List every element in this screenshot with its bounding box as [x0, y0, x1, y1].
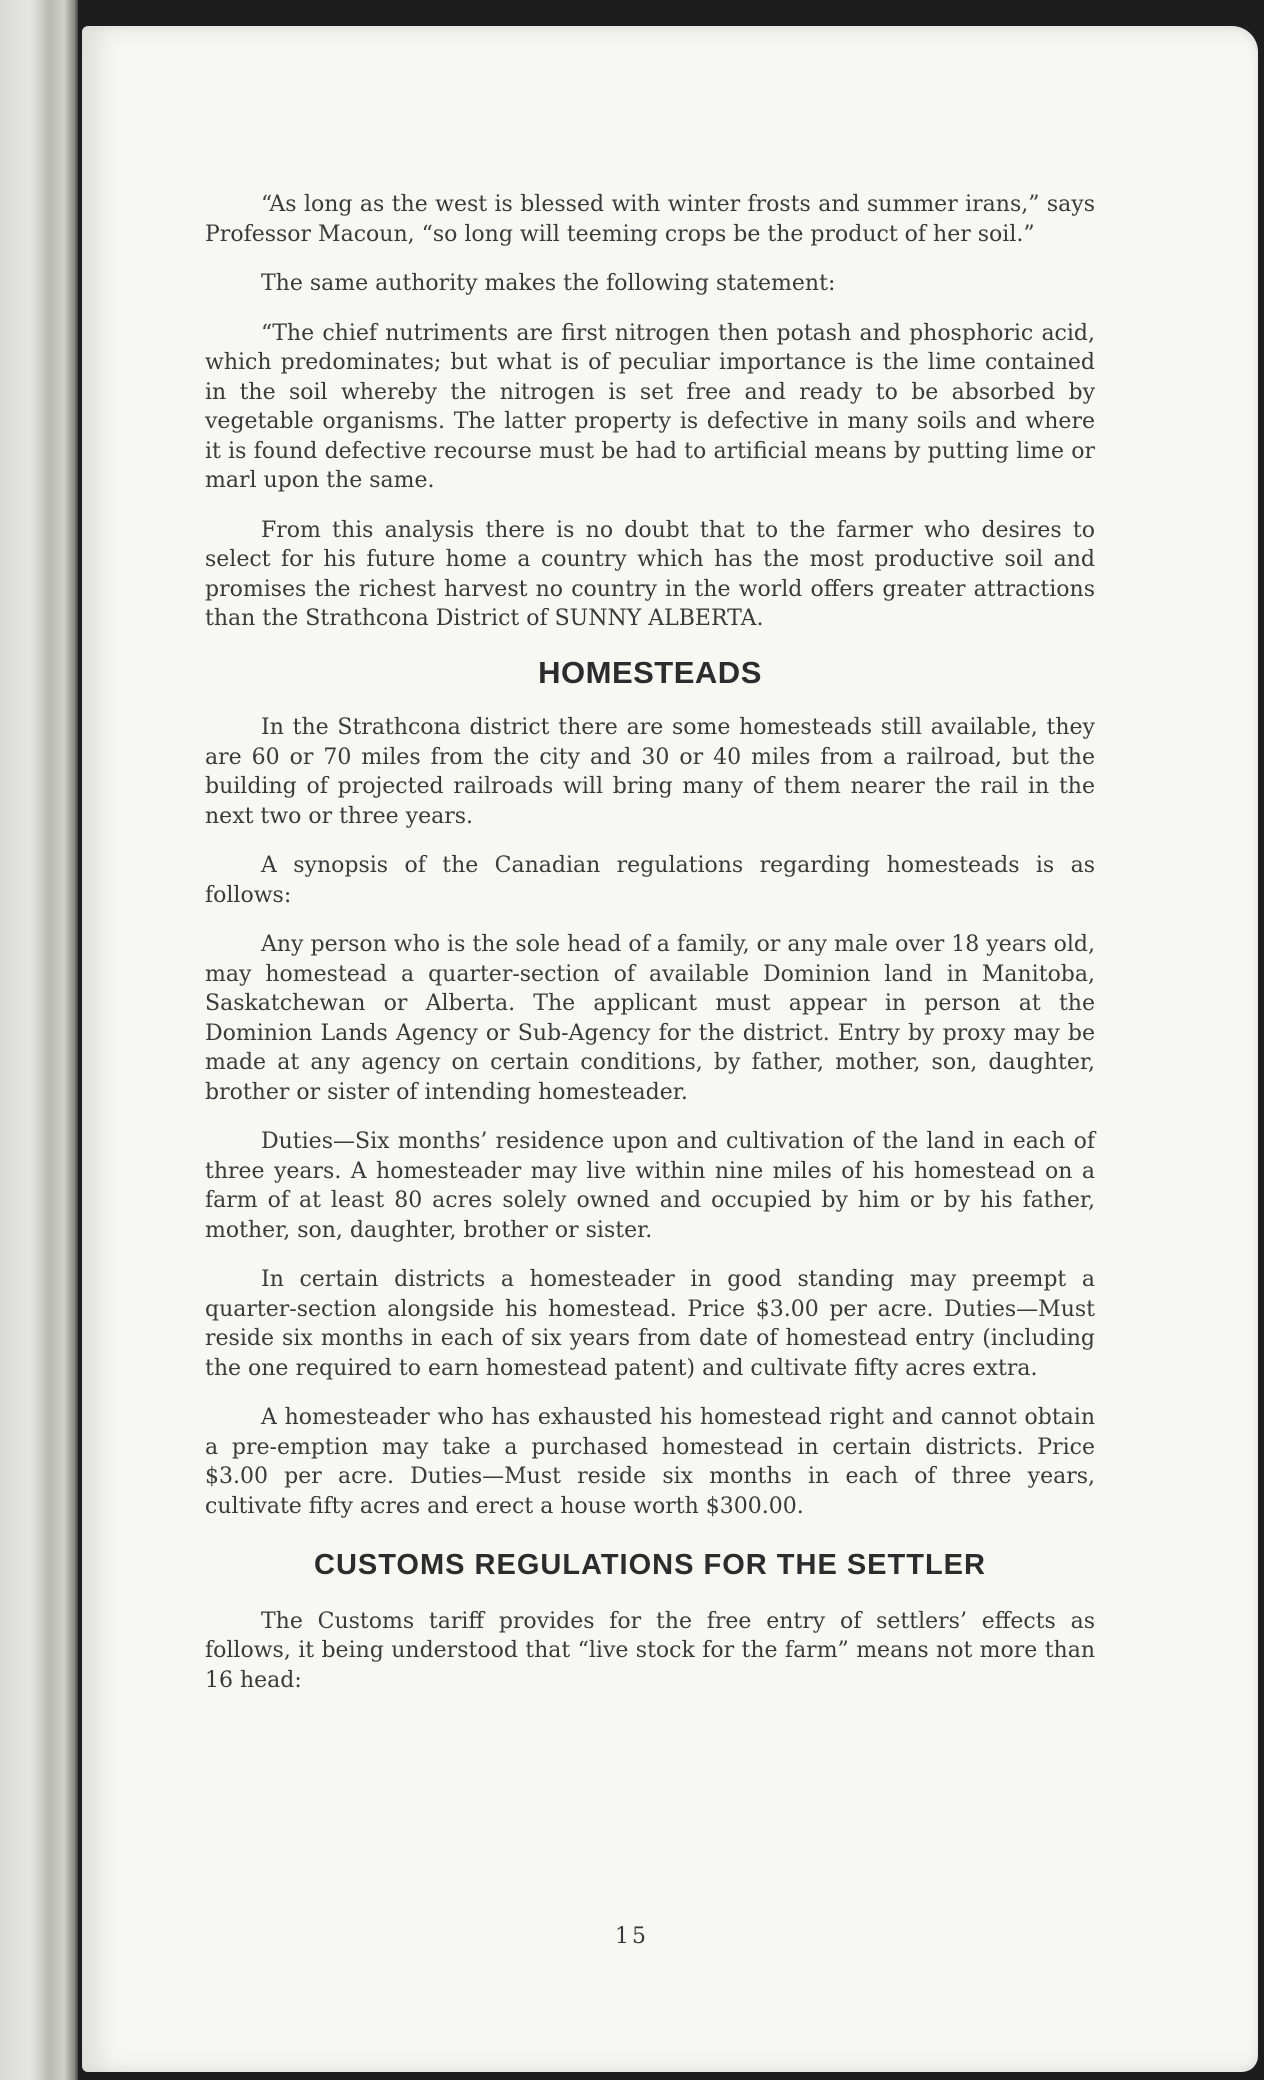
book-binding — [0, 0, 78, 2080]
customs-paragraph: The Customs tariff provides for the free entry of settlers’ effects as follows, it being understood that “live stock for the farm” means not more than 16 head: — [205, 1608, 1095, 1693]
nutriments-quote-paragraph: “The chief nutriments are first nitrogen then potash and phosphoric acid, which predominates; but what is of peculiar importance is the lime contained in the soil whereby the nitrogen is set free and ready to be absorbed by vegetable organisms. The latter property is defective in many soils and where it is found defective recourse must be had to artificial means by putting lime or marl upon the same. — [205, 320, 1095, 493]
customs-heading: CUSTOMS REGULATIONS FOR THE SETTLER — [314, 1549, 986, 1581]
analysis-paragraph: From this analysis there is no doubt that to the farmer who desires to select for his future home a country which has the most productive soil and promises the richest harvest no country in the world offers greater attractions than the Strathcona District of SUNNY ALBERTA. — [205, 517, 1095, 631]
homesteads-paragraph: Duties—Six months’ residence upon and cultivation of the land in each of three years. A homesteader may live within nine miles of his homestead on a farm of at least 80 acres solely owned and occupied by him or by his father, mother, son, daughter, brother or sister. — [205, 1129, 1095, 1243]
page-number: 15 — [615, 1924, 649, 1949]
homesteads-paragraph: A synopsis of the Canadian regulations regarding homesteads is as follows: — [205, 853, 1095, 908]
homesteads-paragraph: In the Strathcona district there are some homesteads still available, they are 60 or 70 miles from the city and 30 or 40 miles from a railroad, but the building of projected railroads will bring many of them nearer the rail in the next two or three years. — [205, 715, 1095, 829]
authority-intro-paragraph: The same authority makes the following statement: — [261, 271, 836, 296]
homesteads-paragraph: A homesteader who has exhausted his homestead right and cannot obtain a pre-emption may take a purchased homestead in certain districts. Price $3.00 per acre. Duties—Must reside six months in each of three years, cultivate fifty acres and erect a house worth $300.00. — [205, 1405, 1095, 1519]
homesteads-paragraph: In certain districts a homesteader in good standing may preempt a quarter-section alongside his homestead. Price $3.00 per acre. Duties—Must reside six months in each of six years from date of homestead entry (including the one required to earn homestead patent) and cultivate fifty acres extra. — [205, 1267, 1095, 1381]
homesteads-paragraph: Any person who is the sole head of a family, or any male over 18 years old, may homestead a quarter-section of available Dominion land in Manitoba, Saskatchewan or Alberta. The applicant must appear in person at the Dominion Lands Agency or Sub-Agency for the district. Entry by proxy may be made at any agency on certain conditions, by father, mother, son, daughter, brother or sister of intending homesteader. — [205, 932, 1095, 1105]
macoun-quote-paragraph: “As long as the west is blessed with winter frosts and summer irans,” says Professor Macoun, “so long will teeming crops be the product of her soil.” — [205, 192, 1095, 247]
page-content — [205, 190, 1095, 1715]
homesteads-heading: HOMESTEADS — [538, 654, 762, 690]
